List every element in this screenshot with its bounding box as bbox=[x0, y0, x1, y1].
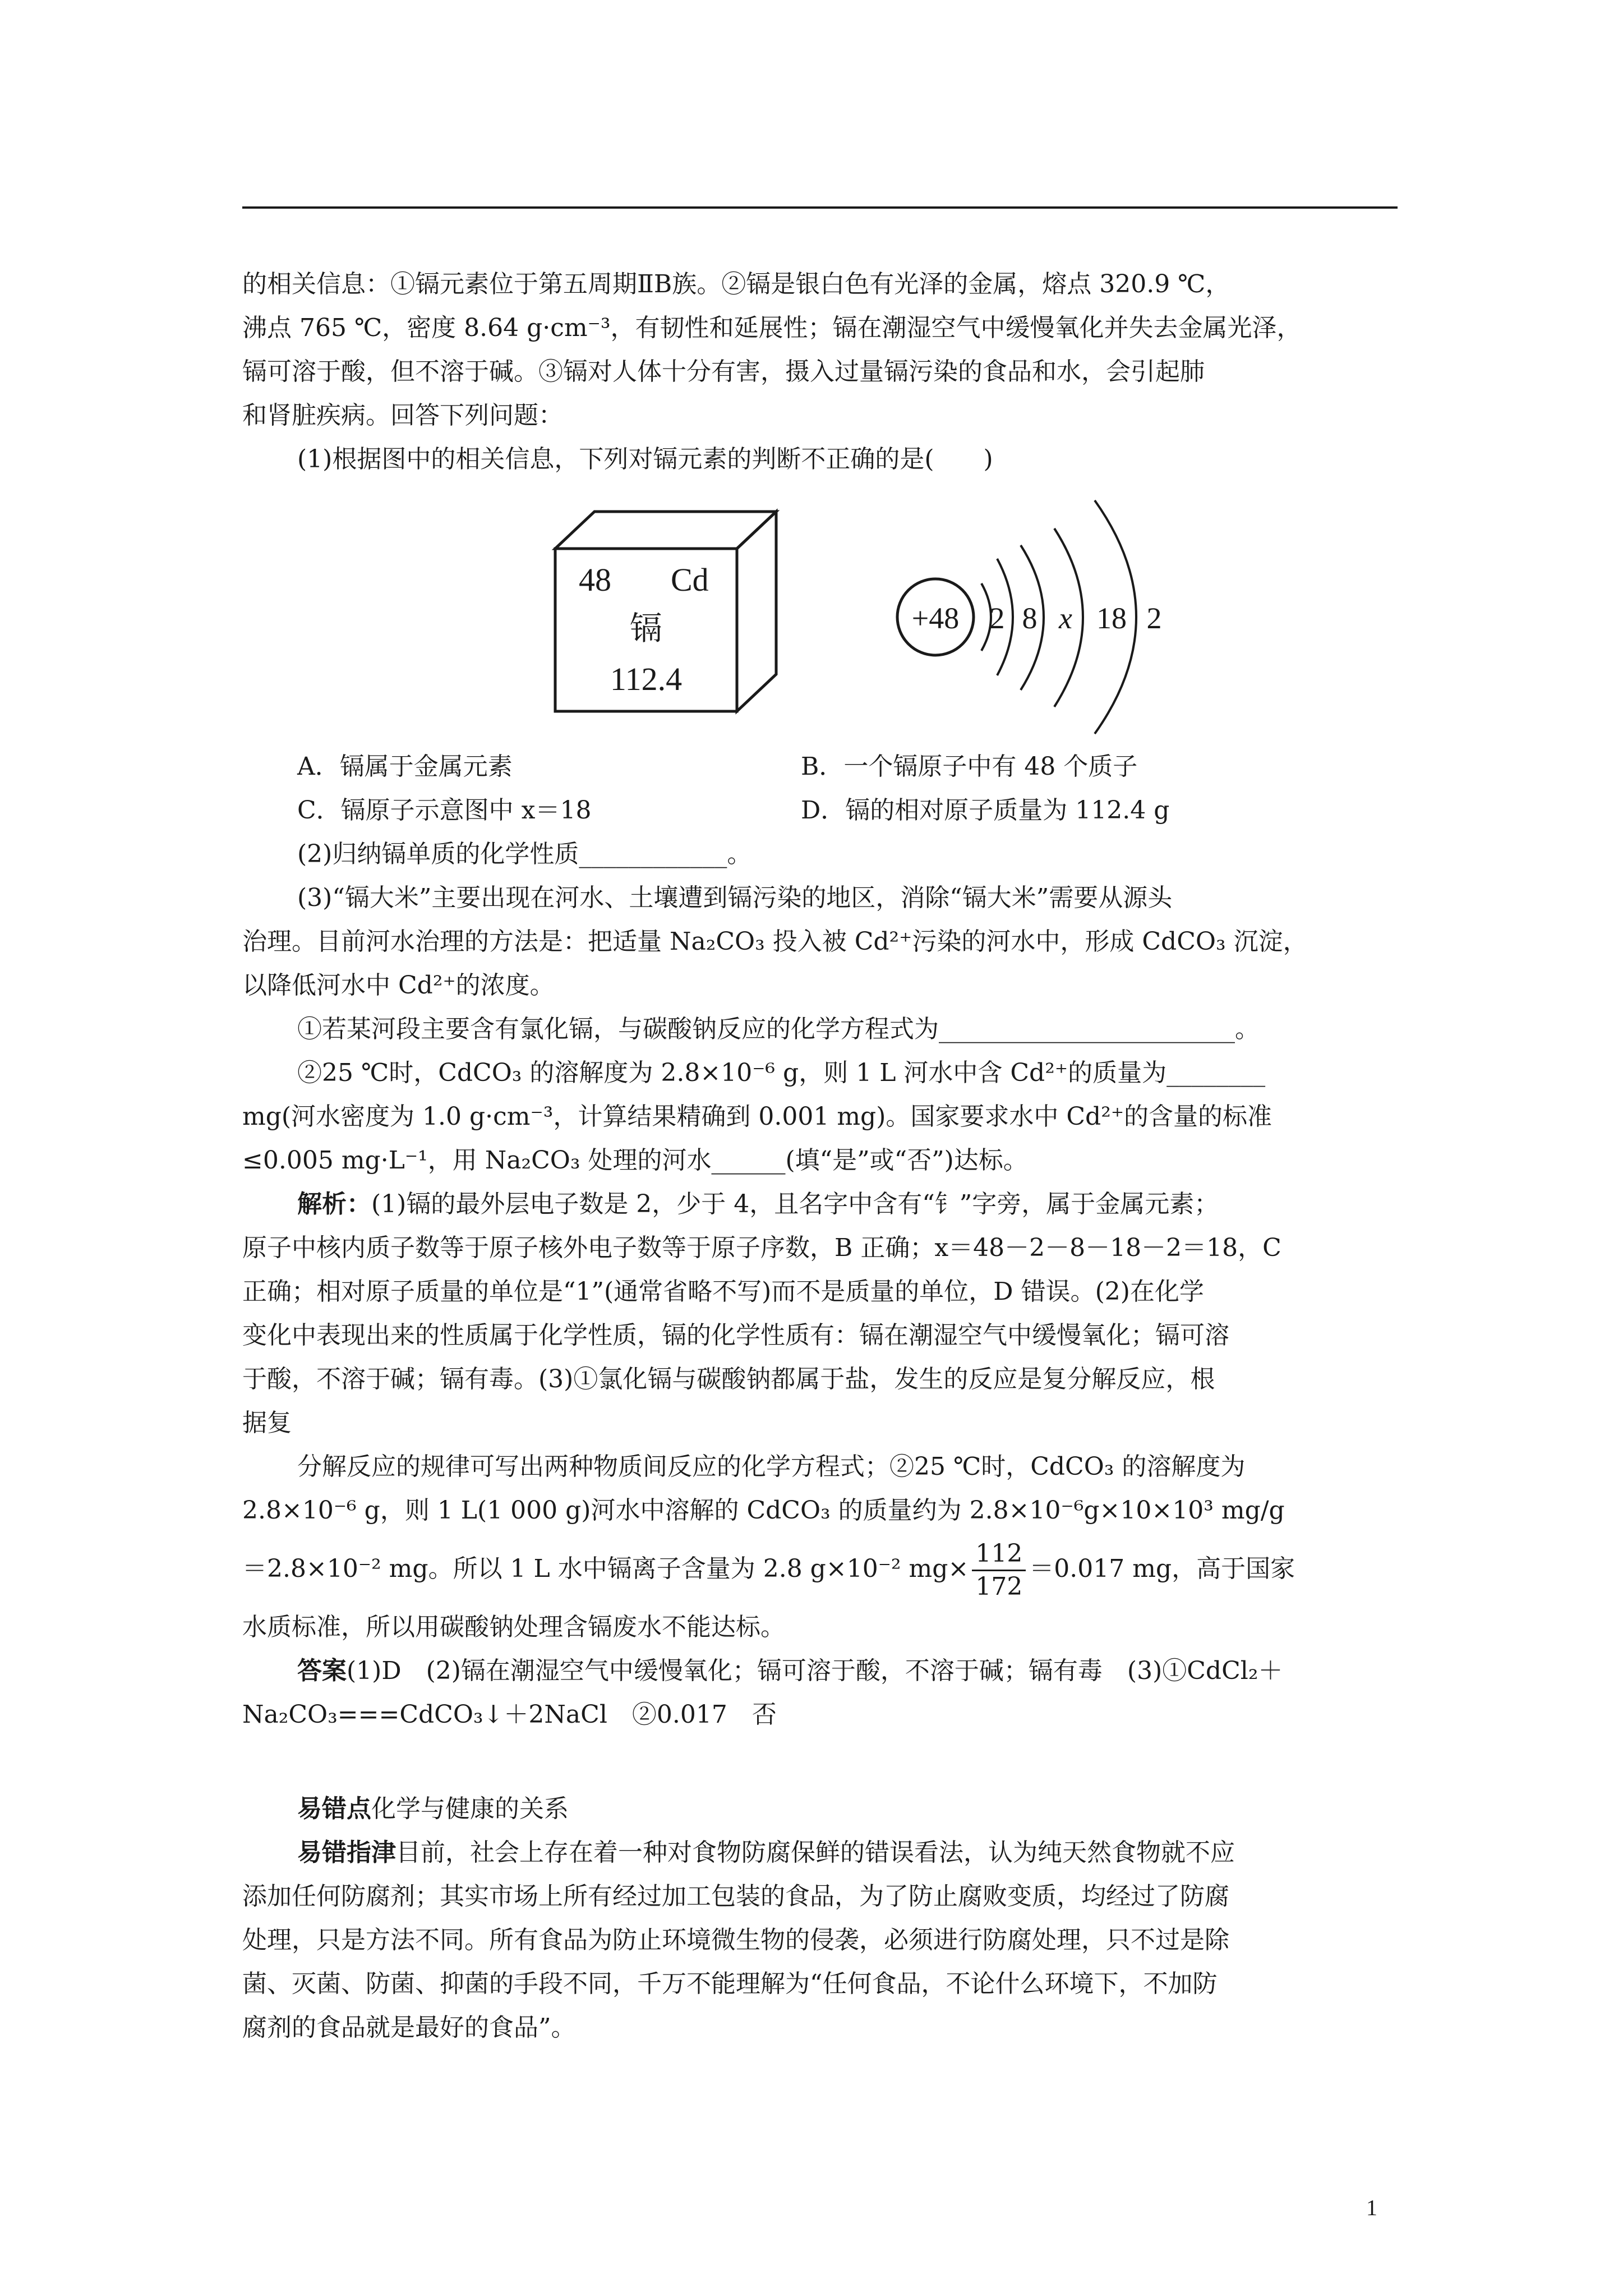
guide-line: 添加任何防腐剂；其实市场上所有经过加工包装的食品，为了防止腐败变质，均经过了防腐 bbox=[242, 1882, 1229, 1911]
analysis-line: 变化中表现出来的性质属于化学性质，镉的化学性质有：镉在潮湿空气中缓慢氧化；镉可溶 bbox=[242, 1321, 1229, 1350]
shell-electrons-4: 18 bbox=[1096, 601, 1127, 635]
element-diagram bbox=[242, 487, 1398, 745]
question-3-2-line: ≤0.005 mg·L⁻¹，用 Na₂CO₃ 处理的河水______(填“是”或“否”)达标。 bbox=[242, 1146, 1028, 1175]
analysis-line: 原子中核内质子数等于原子核外电子数等于原子序数，B 正确；x＝48－2－8－18－2＝18，C bbox=[242, 1234, 1281, 1262]
guide-text: 目前，社会上存在着一种对食物防腐保鲜的错误看法，认为纯天然食物就不应 bbox=[396, 1838, 1235, 1867]
question-3-2-line: mg(河水密度为 1.0 g·cm⁻³，计算结果精确到 0.001 mg)。国家要求水中 Cd²⁺的含量的标准 bbox=[242, 1102, 1272, 1131]
error-point-label: 易错点 bbox=[297, 1795, 371, 1823]
cube-symbol: Cd bbox=[671, 562, 709, 598]
analysis-first-line bbox=[242, 1182, 1398, 1226]
shell-electrons-3: x bbox=[1059, 601, 1072, 635]
option-d: D．镉的相对原子质量为 112.4 g bbox=[801, 796, 1170, 825]
cadmium-figure bbox=[242, 487, 1398, 745]
analysis-label: 解析： bbox=[297, 1190, 371, 1218]
document-body bbox=[242, 263, 1398, 2050]
fraction bbox=[972, 1538, 1026, 1603]
analysis-line: 据复 bbox=[242, 1409, 292, 1437]
nucleus-charge: +48 bbox=[911, 601, 960, 635]
guide-line: 腐剂的食品就是最好的食品”。 bbox=[242, 2013, 576, 2042]
intro-line: 的相关信息：①镉元素位于第五周期ⅡB族。②镉是银白色有光泽的金属，熔点 320.9 ℃， bbox=[242, 270, 1230, 298]
error-point-text: 化学与健康的关系 bbox=[371, 1795, 569, 1823]
cube-element-name: 镉 bbox=[629, 609, 663, 647]
fraction-numerator: 112 bbox=[972, 1538, 1026, 1571]
question-3-1: ①若某河段主要含有氯化镉，与碳酸钠反应的化学方程式为________________________。 bbox=[297, 1015, 1260, 1043]
options-row-2 bbox=[242, 789, 1398, 832]
fraction-denominator: 172 bbox=[975, 1572, 1023, 1601]
error-point-title bbox=[242, 1787, 1398, 1831]
question-2: (2)归纳镉单质的化学性质____________。 bbox=[297, 840, 752, 868]
guide-line: 处理，只是方法不同。所有食品为防止环境微生物的侵袭，必须进行防腐处理，只不过是除 bbox=[242, 1926, 1229, 1954]
guide-first-line bbox=[242, 1831, 1398, 1875]
shell-electrons-5: 2 bbox=[1146, 601, 1162, 635]
answer-line-2: Na₂CO₃===CdCO₃↓＋2NaCl ②0.017 否 bbox=[242, 1700, 777, 1729]
question-3-line: 以降低河水中 Cd²⁺的浓度。 bbox=[242, 971, 555, 1000]
analysis-2-line: 2.8×10⁻⁶ g，则 1 L(1 000 g)河水中溶解的 CdCO₃ 的质量约为 2.8×10⁻⁶g×10×10³ mg/g bbox=[242, 1496, 1285, 1525]
question-3-2-line: ②25 ℃时，CdCO₃ 的溶解度为 2.8×10⁻⁶ g，则 1 L 河水中含 Cd²⁺的质量为________ bbox=[297, 1059, 1266, 1087]
shell-electrons-2: 8 bbox=[1022, 601, 1038, 635]
option-b: B．一个镉原子中有 48 个质子 bbox=[801, 752, 1138, 781]
page-number: 1 bbox=[1366, 2195, 1377, 2220]
option-a: A．镉属于金属元素 bbox=[297, 752, 513, 781]
cube-atomic-number: 48 bbox=[579, 562, 611, 598]
section-gap bbox=[242, 1737, 1398, 1787]
analysis-2-last: 水质标准，所以用碳酸钠处理含镉废水不能达标。 bbox=[242, 1613, 785, 1641]
options-row-1 bbox=[242, 745, 1398, 789]
analysis-line: 正确；相对原子质量的单位是“1”(通常省略不写)而不是质量的单位，D 错误。(2)在化学 bbox=[242, 1277, 1204, 1306]
shell-electrons-1: 2 bbox=[989, 601, 1005, 635]
analysis-2-line: 分解反应的规律可写出两种物质间反应的化学方程式；②25 ℃时，CdCO₃ 的溶解度为 bbox=[297, 1452, 1246, 1481]
analysis-line: 于酸，不溶于碱；镉有毒。(3)①氯化镉与碳酸钠都属于盐，发生的反应是复分解反应，根 bbox=[242, 1365, 1215, 1393]
intro-line: 沸点 765 ℃，密度 8.64 g·cm⁻³，有韧性和延展性；镉在潮湿空气中缓慢氧化并失去金属光泽， bbox=[242, 314, 1302, 342]
calc-after: ＝0.017 mg，高于国家 bbox=[1029, 1554, 1295, 1583]
answer-text: (1)D (2)镉在潮湿空气中缓慢氧化；镉可溶于酸，不溶于碱；镉有毒 (3)①CdCl₂＋ bbox=[347, 1657, 1283, 1685]
question-1: (1)根据图中的相关信息，下列对镉元素的判断不正确的是( ) bbox=[297, 445, 993, 473]
analysis-text: (1)镉的最外层电子数是 2，少于 4，且名字中含有“钅”字旁，属于金属元素； bbox=[371, 1190, 1219, 1218]
calc-before: ＝2.8×10⁻² mg。所以 1 L 水中镉离子含量为 2.8 g×10⁻² mg× bbox=[242, 1554, 969, 1583]
answer-label: 答案 bbox=[297, 1657, 347, 1685]
cube-atomic-mass: 112.4 bbox=[610, 661, 683, 697]
guide-label: 易错指津 bbox=[297, 1838, 396, 1867]
intro-line: 镉可溶于酸，但不溶于碱。③镉对人体十分有害，摄入过量镉污染的食品和水，会引起肺 bbox=[242, 357, 1205, 386]
guide-line: 菌、灭菌、防菌、抑菌的手段不同，千万不能理解为“任何食品，不论什么环境下，不加防 bbox=[242, 1970, 1218, 1998]
header-rule bbox=[242, 206, 1398, 209]
option-c: C．镉原子示意图中 x＝18 bbox=[297, 796, 592, 825]
question-3-line: 治理。目前河水治理的方法是：把适量 Na₂CO₃ 投入被 Cd²⁺污染的河水中，形成 CdCO₃ 沉淀， bbox=[242, 927, 1308, 956]
analysis-calc-line bbox=[242, 1533, 1398, 1605]
answer-line-1 bbox=[242, 1649, 1398, 1693]
intro-line: 和肾脏疾病。回答下列问题： bbox=[242, 401, 563, 430]
question-3-line: (3)“镉大米”主要出现在河水、土壤遭到镉污染的地区，消除“镉大米”需要从源头 bbox=[297, 884, 1173, 912]
